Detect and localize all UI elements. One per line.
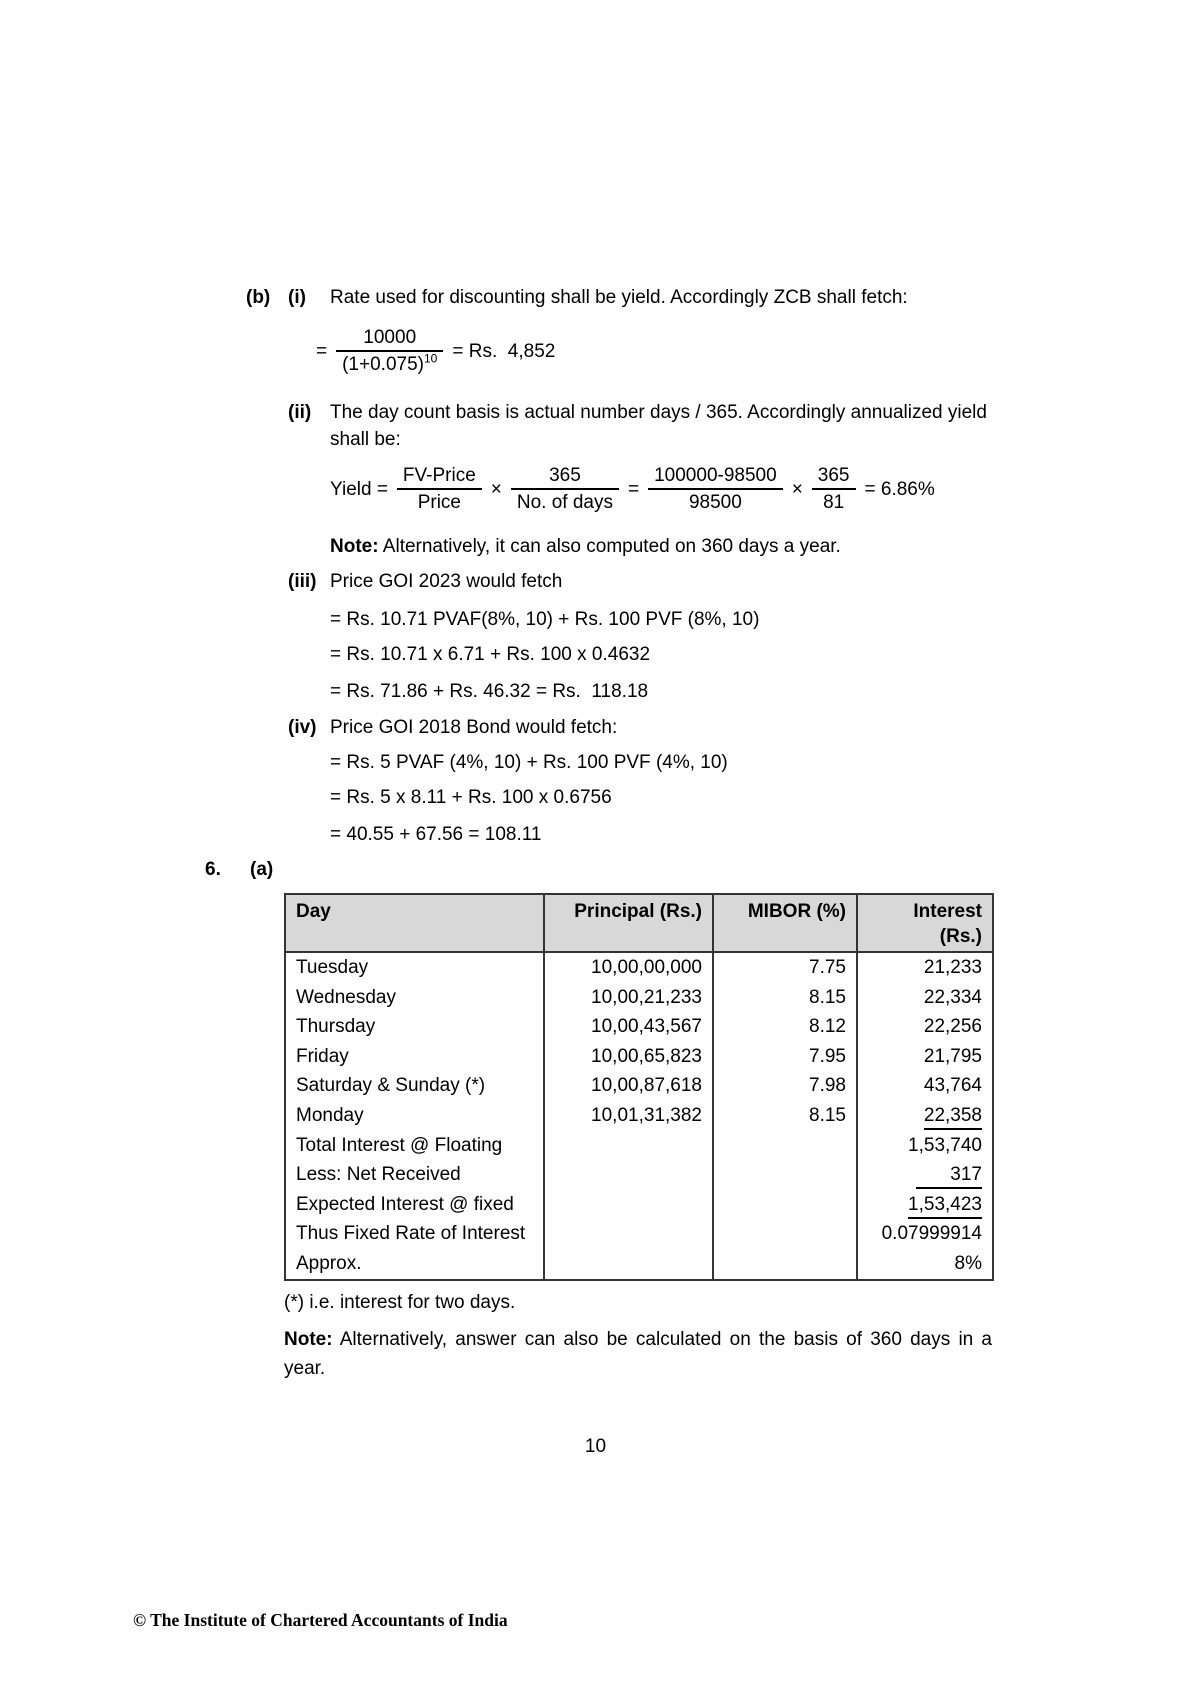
cell-mibor [713,1249,857,1280]
cell-interest: 22,256 [857,1012,993,1042]
header-interest-line2: (Rs.) [939,926,982,947]
cell-principal: 10,00,00,000 [544,952,713,983]
table-row [285,952,993,983]
cell-principal [544,1160,713,1190]
underlined-value: 317 [916,1162,982,1189]
price-98500-denominator: 98500 [688,492,742,513]
yield-fraction-3 [648,464,783,515]
table-row [285,1101,993,1131]
item-iii-title: Price GOI 2023 would fetch [330,571,563,592]
cell-principal: 10,00,65,823 [544,1042,713,1072]
table-header-row [285,894,993,952]
question-6-part: (a) [250,859,274,880]
cell-interest: 22,334 [857,983,993,1013]
cell-day: Expected Interest @ fixed [285,1190,544,1220]
item-ii-text-line2: shall be: [330,429,401,450]
cell-principal [544,1131,713,1161]
cell-mibor: 7.75 [713,952,857,983]
note-text: Alternatively, it can also computed on 360 days a year. [382,536,841,557]
cell-day: Thus Fixed Rate of Interest [285,1219,544,1249]
yield-fraction-1 [397,464,482,515]
zcb-denominator-base: (1+0.075) [342,354,424,375]
item-i-text: Rate used for discounting shall be yield. Accordingly ZCB shall fetch: [330,287,908,308]
iv-calc-line: = Rs. 5 x 8.11 + Rs. 100 x 0.6756 [330,787,612,808]
iv-calc-line: = 40.55 + 67.56 = 108.11 [330,824,542,845]
cell-day: Less: Net Received [285,1160,544,1190]
table-row [285,1131,993,1161]
cell-day: Friday [285,1042,544,1072]
multiply-sign: × [490,478,502,500]
days-365-numerator-2: 365 [812,464,856,490]
cell-principal: 10,01,31,382 [544,1101,713,1131]
underlined-value: 22,358 [924,1103,982,1130]
table-row [285,1012,993,1042]
iii-calc-line: = Rs. 71.86 + Rs. 46.32 = Rs. 118.18 [330,681,649,702]
header-interest [857,894,993,952]
cell-day: Approx. [285,1249,544,1280]
no-of-days-denominator: No. of days [516,492,613,513]
header-mibor: MIBOR (%) [713,894,857,952]
days-81-denominator: 81 [823,492,845,513]
equals-sign: = [628,478,640,500]
cell-day: Thursday [285,1012,544,1042]
note-360-basis [284,1325,992,1383]
yield-lhs: Yield = [330,478,388,500]
cell-interest: 21,795 [857,1042,993,1072]
cell-mibor: 7.95 [713,1042,857,1072]
question-6-number: 6. [205,859,221,880]
cell-day: Tuesday [285,952,544,983]
yield-formula [330,464,935,515]
cell-interest [857,1101,993,1131]
cell-day: Wednesday [285,983,544,1013]
zcb-result: = Rs. 4,852 [452,340,556,362]
cell-interest: 8% [857,1249,993,1280]
table-row [285,1042,993,1072]
item-iv-label: (iv) [288,717,317,738]
cell-mibor: 8.12 [713,1012,857,1042]
item-ii-label: (ii) [288,402,312,423]
table-footnote: (*) i.e. interest for two days. [284,1292,516,1313]
item-iii-label: (iii) [288,571,317,592]
fv-price-numerator: FV-Price [397,464,482,490]
cell-mibor: 8.15 [713,983,857,1013]
zcb-fraction [336,326,443,377]
value-difference-numerator: 100000-98500 [648,464,783,490]
zcb-numerator: 10000 [336,326,443,352]
cell-mibor [713,1131,857,1161]
cell-interest: 43,764 [857,1071,993,1101]
table-row [285,1071,993,1101]
yield-fraction-4 [812,464,856,515]
cell-mibor: 7.98 [713,1071,857,1101]
yield-fraction-2 [511,464,619,515]
cell-principal [544,1249,713,1280]
cell-mibor [713,1160,857,1190]
note-text: Alternatively, answer can also be calculated on the basis of 360 days in a year. [284,1329,992,1379]
cell-interest [857,1160,993,1190]
copyright-footer: © The Institute of Chartered Accountants of India [133,1610,508,1630]
underlined-value: 1,53,423 [908,1192,982,1219]
header-interest-line1: Interest [913,901,982,922]
table-row [285,1219,993,1249]
cell-principal [544,1219,713,1249]
equals-sign: = [316,340,328,362]
item-i-label: (i) [288,287,306,308]
zcb-price-formula [316,326,555,377]
cell-mibor: 8.15 [713,1101,857,1131]
table-row [285,1190,993,1220]
zcb-denominator [336,352,443,377]
iv-calc-line: = Rs. 5 PVAF (4%, 10) + Rs. 100 PVF (4%, 10) [330,752,728,773]
item-iv-title: Price GOI 2018 Bond would fetch: [330,717,618,738]
item-ii-text-line1: The day count basis is actual number days / 365. Accordingly annualized yield [330,402,987,423]
multiply-sign: × [791,478,803,500]
table-row [285,1249,993,1280]
iii-calc-line: = Rs. 10.71 PVAF(8%, 10) + Rs. 100 PVF (8%, 10) [330,609,760,630]
cell-principal [544,1190,713,1220]
cell-day: Total Interest @ Floating [285,1131,544,1161]
page-number: 10 [584,1436,607,1457]
days-365-numerator: 365 [511,464,619,490]
cell-interest: 1,53,740 [857,1131,993,1161]
iii-calc-line: = Rs. 10.71 x 6.71 + Rs. 100 x 0.4632 [330,644,651,665]
zcb-denominator-exponent: 10 [423,351,438,366]
cell-interest: 0.07999914 [857,1219,993,1249]
cell-day: Saturday & Sunday (*) [285,1071,544,1101]
header-day: Day [285,894,544,952]
cell-principal: 10,00,43,567 [544,1012,713,1042]
mibor-interest-table [284,893,994,1281]
item-b-label: (b) [246,287,271,308]
note-label: Note: [330,536,379,557]
yield-result: = 6.86% [864,478,935,500]
cell-interest [857,1190,993,1220]
cell-mibor [713,1219,857,1249]
note-360-days [330,536,841,558]
cell-principal: 10,00,21,233 [544,983,713,1013]
cell-mibor [713,1190,857,1220]
price-denominator: Price [417,492,461,513]
header-principal: Principal (Rs.) [544,894,713,952]
cell-day: Monday [285,1101,544,1131]
note-label: Note: [284,1329,333,1350]
cell-interest: 21,233 [857,952,993,983]
table-row [285,983,993,1013]
cell-principal: 10,00,87,618 [544,1071,713,1101]
table-row [285,1160,993,1190]
